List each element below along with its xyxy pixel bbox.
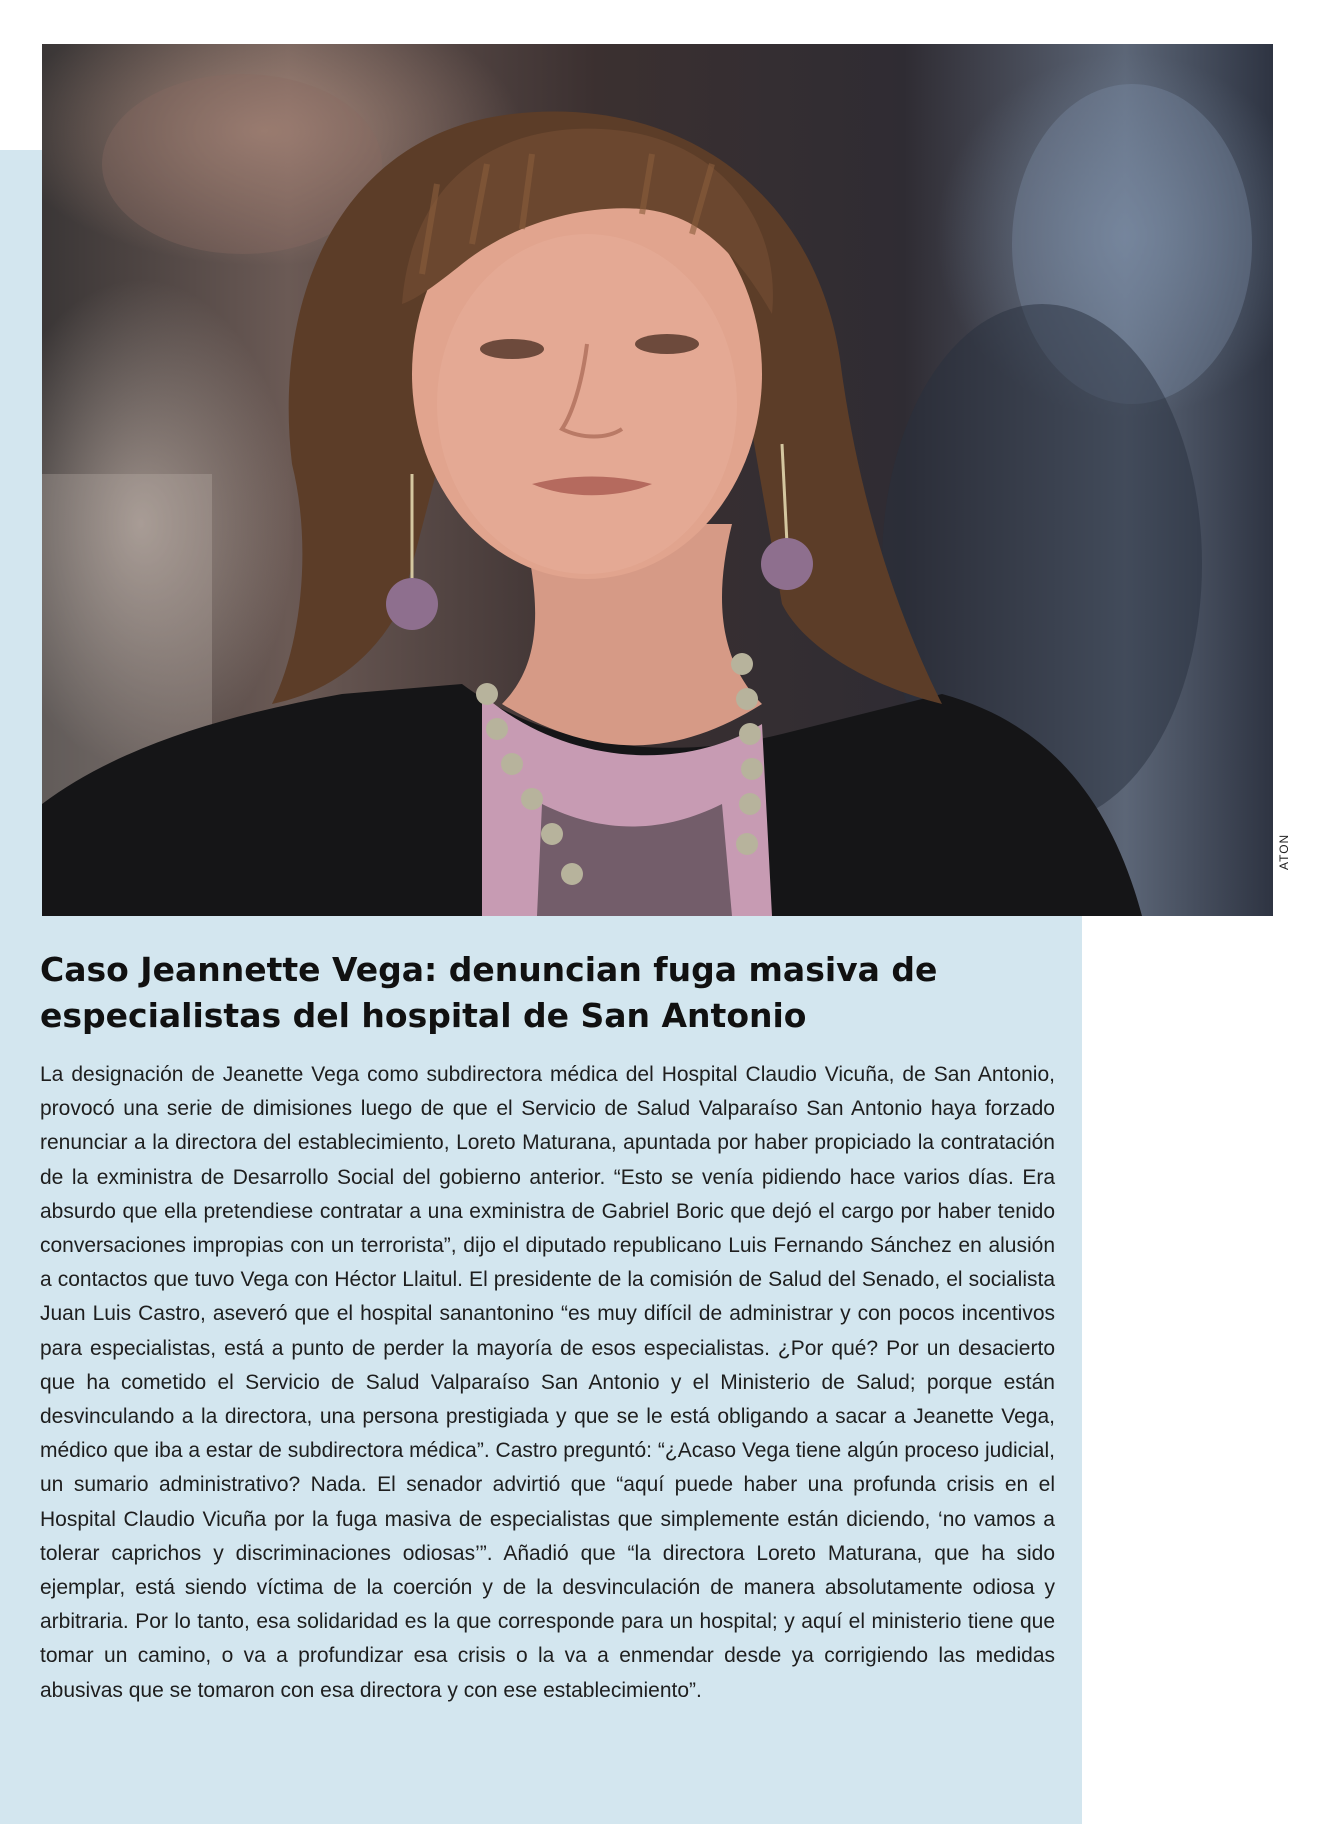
- article-body: La designación de Jeanette Vega como subdirectora médica del Hospital Claudio Vicuña, de San Antonio, provocó una serie de dimisiones luego de que el Servicio de Salud Valparaíso San Antonio haya forzado renunciar a la directora del establecimiento, Loreto Maturana, apuntada por haber propiciado la contratación de la exministra de Desarrollo Social del gobierno anterior. “Esto se venía pidiendo hace varios días. Era absurdo que ella pretendiese contratar a una exministra de Gabriel Boric que dejó el cargo por haber tenido conversaciones impropias con un terrorista”, dijo el diputado republicano Luis Fernando Sánchez en alusión a contactos que tuvo Vega con Héctor Llaitul. El presidente de la comisión de Salud del Senado, el socialista Juan Luis Castro, aseveró que el hospital sanantonino “es muy difícil de administrar y con pocos incentivos para especialistas, está a punto de perder la mayoría de esos especialistas. ¿Por qué? Por un desacierto que ha cometido el Servicio de Salud Valparaíso San Antonio y el Ministerio de Salud; porque están desvinculando a la directora, una persona prestigiada y que se le está obligando a sacar a Jeanette Vega, médico que iba a estar de subdirectora médica”. Castro preguntó: “¿Acaso Vega tiene algún proceso judicial, un sumario administrativo? Nada. El senador advirtió que “aquí puede haber una profunda crisis en el Hospital Claudio Vicuña por la fuga masiva de especialistas que simplemente están diciendo, ‘no vamos a tolerar caprichos y discriminaciones odiosas’”. Añadió que “la directora Loreto Maturana, que ha sido ejemplar, está siendo víctima de la coerción y de la desvinculación de manera absolutamente odiosa y arbitraria. Por lo tanto, esa solidaridad es la que corresponde para un hospital; y aquí el ministerio tiene que tomar un camino, o va a profundizar esa crisis o la va a enmendar desde ya corrigiendo las medidas abusivas que se tomaron con esa directora y con ese establecimiento”.: [40, 1063, 1055, 1702]
- article-photo: [42, 44, 1273, 916]
- article-headline: Caso Jeannette Vega: denuncian fuga masiva de especialistas del hospital de San Antonio: [40, 950, 938, 1035]
- photo-credit: ATON: [1277, 833, 1291, 870]
- portrait-illustration: [42, 44, 1273, 916]
